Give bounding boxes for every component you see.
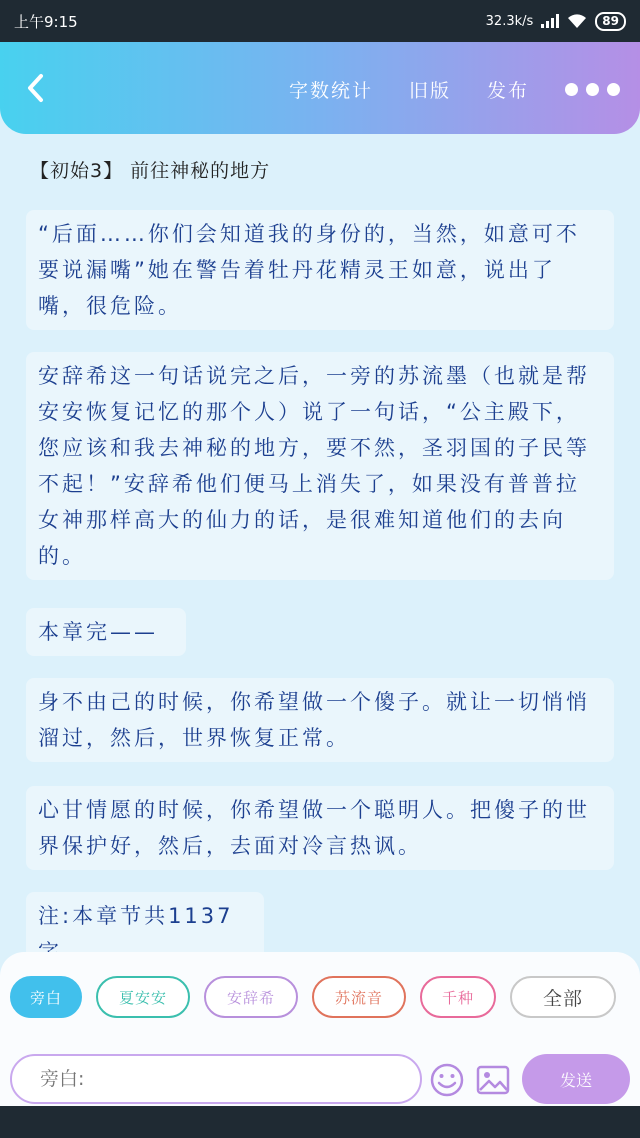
paragraph-bubble[interactable]: 注:本章节共1137	[26, 892, 264, 976]
word-count-button[interactable]: 字数统计	[288, 80, 373, 102]
more-dots-icon[interactable]	[565, 83, 620, 96]
back-button[interactable]	[18, 70, 54, 106]
paragraph-bubble[interactable]: 本章完——	[26, 608, 186, 656]
bottom-strip	[0, 1106, 640, 1138]
role-chip[interactable]: 千种	[420, 976, 496, 1018]
header-actions	[289, 76, 620, 103]
compose-panel	[0, 952, 640, 1106]
role-chip[interactable]: 夏安安	[96, 976, 190, 1018]
editor-header	[0, 42, 640, 134]
paragraph-bubble[interactable]: “后面……你们会知道我的身份的，当然，如意可不要说漏嘴”她在警告着牡丹花精灵王如意，说出了嘴，很危险。	[26, 210, 614, 330]
role-chip[interactable]: 旁白	[10, 976, 82, 1018]
network-speed: 32.3k/s	[485, 13, 534, 29]
paragraph-bubble[interactable]: 安辞希这一句话说完之后，一旁的苏流墨（也就是帮安安恢复记忆的那个人）说了一句话，“公主殿下，您应该和我去神秘的地方，要不然，圣羽国的子民等不起！”安辞希他们便马上消失了，如果没有普普拉女神那样高大的仙力的话，是很难知道他们的去向的。	[26, 352, 614, 580]
chapter-title: 【初始3】 前往神秘的地方	[30, 160, 271, 182]
role-selector	[10, 976, 630, 1018]
battery-icon: 89	[595, 12, 626, 31]
publish-button[interactable]: 发布	[486, 80, 529, 102]
chevron-left-icon	[25, 73, 47, 103]
send-button[interactable]: 发送	[522, 1054, 630, 1104]
role-chip[interactable]: 苏流音	[312, 976, 406, 1018]
role-chip[interactable]: 全部	[510, 976, 616, 1018]
message-input[interactable]	[10, 1054, 422, 1104]
paragraph-bubble[interactable]: 心甘情愿的时候，你希望做一个聪明人。把傻子的世界保护好，然后，去面对冷言热讽。	[26, 786, 614, 870]
input-row	[10, 1054, 630, 1104]
image-icon[interactable]	[476, 1065, 510, 1095]
old-version-button[interactable]: 旧版	[408, 80, 451, 102]
paragraph-bubble[interactable]: 身不由己的时候，你希望做一个傻子。就让一切悄悄溜过，然后，世界恢复正常。	[26, 678, 614, 762]
wifi-icon	[567, 14, 587, 29]
status-bar	[0, 0, 640, 42]
role-chip[interactable]: 安辞希	[204, 976, 298, 1018]
status-icons	[486, 12, 626, 31]
signal-icon	[541, 14, 559, 28]
status-time: 上午9:15	[14, 12, 78, 31]
emoji-icon[interactable]	[430, 1063, 464, 1097]
